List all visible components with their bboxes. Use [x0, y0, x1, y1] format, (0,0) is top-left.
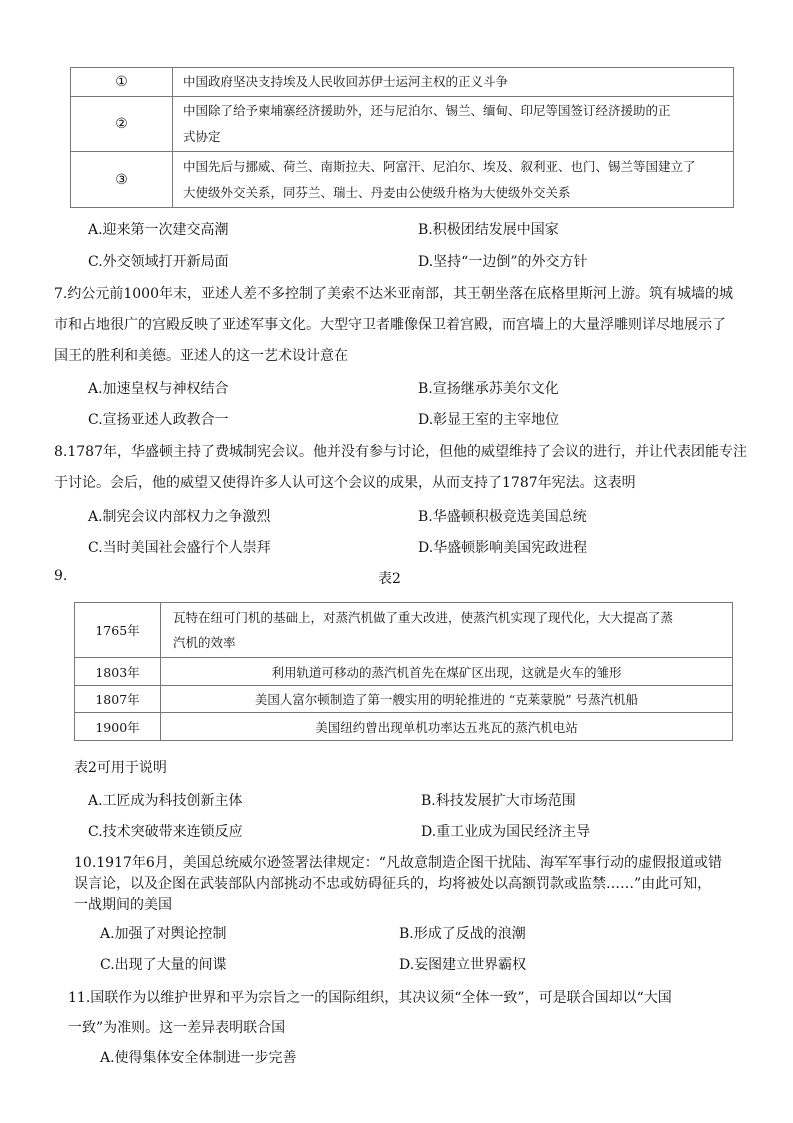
q9-stem: 表2可用于说明: [74, 760, 167, 776]
table-1-row: [71, 68, 734, 97]
q11-stem-line: 11.国联作为以维护世界和平为宗旨之一的国际组织，其决议须“全体一致”，可是联合国却以“大国: [68, 990, 672, 1006]
row-number: ①: [71, 68, 173, 97]
q7-stem-line: 市和占地很广的宫殿反映了亚述军事文化。大型守卫者雕像保卫着宫殿，而宫墙上的大量浮雕则详尽地展示了: [54, 317, 726, 333]
table-2-year: 1807年: [75, 686, 161, 713]
q9-option-a: A.工匠成为科技创新主体: [88, 793, 243, 809]
row-number: ③: [71, 152, 173, 208]
q8-stem-line: 于讨论。会后，他的威望又使得许多人认可这个会议的成果，从而支持了1787年宪法。这表明: [54, 475, 636, 491]
q10-stem-line: 一战期间的美国: [74, 897, 172, 913]
q9-option-c: C.技术突破带来连锁反应: [88, 824, 243, 840]
q7-stem-line: 7.约公元前1000年末，亚述人差不多控制了美索不达米亚南部，其王朝坐落在底格里斯河上游。筑有城墙的城: [54, 286, 733, 302]
q6-option-b: B.积极团结发展中国家: [418, 222, 559, 238]
row-text-line: 大使级外交关系，同芬兰、瑞士、丹麦由公使级升格为大使级外交关系: [183, 184, 571, 200]
q10-stem-line: 误言论，以及企图在武装部队内部挑动不忠或妨碍征兵的，均将被处以高额罚款或监禁……”由此可知，: [74, 876, 712, 892]
row-text-line: 中国除了给予柬埔寨经济援助外，还与尼泊尔、锡兰、缅甸、印尼等国签订经济援助的正: [183, 103, 671, 118]
q6-option-a: A.迎来第一次建交高潮: [88, 222, 229, 238]
table-2-title: 表2: [378, 571, 401, 587]
row-text-line: 中国先后与挪威、荷兰、南斯拉夫、阿富汗、尼泊尔、埃及、叙利亚、也门、锡兰等国建立了: [183, 158, 696, 174]
row-number: ②: [71, 97, 173, 152]
row-text-line: 中国政府坚决支持埃及人民收回苏伊士运河主权的正义斗争: [183, 74, 509, 89]
row-text: [173, 97, 734, 152]
row-text-line: 式协定: [183, 129, 221, 144]
row-text: [173, 152, 734, 208]
q10-stem-line: 10.1917年6月，美国总统威尔逊签署法律规定：“凡故意制造企图干扰陆、海军军事行动的虚假报道或错: [74, 855, 722, 871]
table-2-row: [75, 686, 733, 713]
row-text: [173, 68, 734, 97]
q10-option-a: A.加强了对舆论控制: [100, 926, 227, 942]
table-2-year: 1803年: [75, 658, 161, 686]
q6-option-d: D.坚持“一边倒”的外交方针: [418, 254, 588, 270]
table-2-row: [75, 713, 733, 741]
q8-option-a: A.制宪会议内部权力之争激烈: [88, 509, 271, 525]
q11-option-a: A.使得集体安全体制进一步完善: [100, 1050, 297, 1066]
event-line: 瓦特在纽可门机的基础上，对蒸汽机做了重大改进，使蒸汽机实现了现代化，大大提高了蒸: [173, 610, 674, 625]
q8-stem-line: 8.1787年，华盛顿主持了费城制宪会议。他并没有参与讨论，但他的威望维持了会议的进行，并让代表团能专注: [54, 444, 747, 460]
event-line: 汽机的效率: [173, 635, 236, 650]
table-2-event: 利用轨道可移动的蒸汽机首先在煤矿区出现，这就是火车的雏形: [161, 658, 733, 686]
q9-number: 9.: [54, 568, 68, 584]
q7-option-d: D.彰显王室的主宰地位: [418, 412, 560, 428]
q7-option-b: B.宣扬继承苏美尔文化: [418, 381, 559, 397]
q6-option-c: C.外交领域打开新局面: [88, 254, 229, 270]
q7-option-c: C.宣扬亚述人政教合一: [88, 412, 229, 428]
q8-option-c: C.当时美国社会盛行个人崇拜: [88, 540, 271, 556]
table-2-event: 美国人富尔顿制造了第一艘实用的明轮推进的 “克莱蒙脱” 号蒸汽机船: [161, 686, 733, 713]
table-2-row: [75, 603, 733, 658]
q9-option-b: B.科技发展扩大市场范围: [421, 793, 576, 809]
table-1-row: [71, 152, 734, 208]
table-2: [74, 602, 733, 741]
q10-option-c: C.出现了大量的间谍: [100, 957, 227, 973]
table-2-event: 美国纽约曾出现单机功率达五兆瓦的蒸汽机电站: [161, 713, 733, 741]
table-1: [70, 67, 734, 208]
table-2-event: [161, 603, 733, 658]
q10-option-b: B.形成了反战的浪潮: [399, 926, 526, 942]
q8-option-b: B.华盛顿积极竞选美国总统: [418, 509, 587, 525]
table-2-row: [75, 658, 733, 686]
q11-stem-line: 一致”为准则。这一差异表明联合国: [68, 1020, 286, 1036]
q10-option-d: D.妄图建立世界霸权: [399, 957, 527, 973]
table-2-year: 1765年: [75, 603, 161, 658]
q9-option-d: D.重工业成为国民经济主导: [421, 824, 591, 840]
q7-option-a: A.加速皇权与神权结合: [88, 381, 229, 397]
table-1-row: [71, 97, 734, 152]
table-2-year: 1900年: [75, 713, 161, 741]
q8-option-d: D.华盛顿影响美国宪政进程: [418, 540, 588, 556]
q7-stem-line: 国王的胜利和美德。亚述人的这一艺术设计意在: [54, 348, 348, 364]
